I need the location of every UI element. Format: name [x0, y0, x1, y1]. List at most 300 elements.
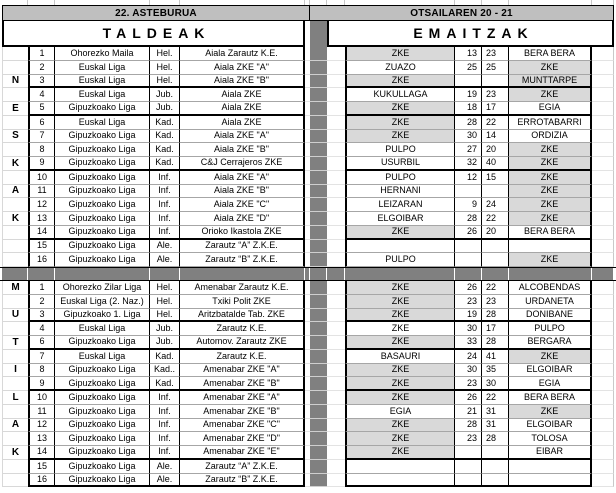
team-cell: Zarautz “B” Z.K.E. [180, 253, 305, 267]
spacer-cell [327, 446, 345, 460]
division-letter-cell [2, 171, 28, 185]
team-cell: Zarautz K.E. [180, 322, 305, 336]
league-cell: Euskal Liga [55, 75, 150, 89]
game-row [0, 253, 616, 267]
separator-cell [327, 268, 345, 280]
home-team-cell: ZKE [345, 226, 455, 240]
league-cell: Gipuzkoako Liga [55, 419, 150, 433]
team-cell: Aiala ZKE "D" [180, 212, 305, 226]
home-team-cell: ELGOIBAR [345, 212, 455, 226]
separator-cell [345, 268, 455, 280]
away-team-cell: ZKE [509, 171, 592, 185]
home-score-cell: 28 [455, 116, 482, 130]
game-row [0, 391, 616, 405]
team-cell: Amenabar Zarautz K.E. [180, 281, 305, 295]
game-row [0, 226, 616, 240]
spacer-cell [327, 75, 345, 89]
league-cell: Gipuzkoako Liga [55, 446, 150, 460]
divider-strip-cell [310, 460, 327, 474]
row-number-cell: 2 [28, 61, 55, 75]
home-team-cell: ZKE [345, 446, 455, 460]
away-team-cell: BERGARA [509, 336, 592, 350]
game-row [0, 212, 616, 226]
away-score-cell: 14 [482, 130, 509, 144]
home-score-cell [455, 240, 482, 254]
spacer-cell [327, 419, 345, 433]
team-cell: Amenabar ZKE "A" [180, 364, 305, 378]
away-score-cell: 41 [482, 350, 509, 364]
spacer-cell [327, 350, 345, 364]
category-cell: Kad. [150, 350, 180, 364]
home-score-cell: 19 [455, 88, 482, 102]
home-team-cell: LEIZARAN [345, 198, 455, 212]
away-score-cell [482, 460, 509, 474]
category-cell: Ale. [150, 240, 180, 254]
spacer-cell [327, 130, 345, 144]
game-row [0, 198, 616, 212]
home-team-cell: ZKE [345, 336, 455, 350]
separator-cell [28, 268, 55, 280]
game-row [0, 143, 616, 157]
spacer-cell [327, 253, 345, 267]
away-team-cell [509, 474, 592, 488]
home-score-cell: 25 [455, 61, 482, 75]
divider-strip-cell [310, 446, 327, 460]
spacer-cell [327, 116, 345, 130]
game-row [0, 281, 616, 295]
away-score-cell: 35 [482, 364, 509, 378]
divider-strip-cell [310, 61, 327, 75]
away-score-cell: 17 [482, 322, 509, 336]
home-team-cell: BASAURI [345, 350, 455, 364]
row-number-cell: 3 [28, 75, 55, 89]
home-score-cell: 9 [455, 198, 482, 212]
home-team-cell: ZKE [345, 419, 455, 433]
away-score-cell [482, 253, 509, 267]
away-score-cell: 23 [482, 47, 509, 61]
away-score-cell [482, 185, 509, 199]
divider-strip-cell [310, 350, 327, 364]
league-cell: Gipuzkoako Liga [55, 253, 150, 267]
away-score-cell: 23 [482, 88, 509, 102]
game-row [0, 295, 616, 309]
team-cell: Aritzbatalde Tab. ZKE [180, 309, 305, 323]
league-cell: Euskal Liga [55, 88, 150, 102]
away-team-cell: URDANETA [509, 295, 592, 309]
row-number-cell: 5 [28, 102, 55, 116]
home-team-cell: PULPO [345, 253, 455, 267]
game-row [0, 116, 616, 130]
home-score-cell: 23 [455, 295, 482, 309]
spacer-cell [327, 432, 345, 446]
game-row [0, 419, 616, 433]
spacer-cell [327, 226, 345, 240]
league-cell: Gipuzkoako Liga [55, 364, 150, 378]
game-row [0, 61, 616, 75]
home-score-cell: 32 [455, 157, 482, 171]
league-cell: Euskal Liga [55, 116, 150, 130]
home-team-cell: USURBIL [345, 157, 455, 171]
separator-cell [150, 268, 180, 280]
category-cell: Inf. [150, 405, 180, 419]
division-letter-cell [2, 61, 28, 75]
away-score-cell: 28 [482, 336, 509, 350]
game-row [0, 377, 616, 391]
away-team-cell: ZKE [509, 350, 592, 364]
game-row [0, 309, 616, 323]
tail-cell [592, 47, 614, 61]
league-cell: Gipuzkoako Liga [55, 185, 150, 199]
league-cell: Ohorezko Zilar Liga [55, 281, 150, 295]
league-cell: Gipuzkoako Liga [55, 226, 150, 240]
category-cell: Hel. [150, 47, 180, 61]
category-cell: Hel. [150, 75, 180, 89]
league-cell: Euskal Liga [55, 350, 150, 364]
division-letter-cell: I [2, 364, 28, 378]
row-number-cell: 3 [28, 309, 55, 323]
category-cell: Jub. [150, 102, 180, 116]
team-cell: Aiala ZKE "B" [180, 75, 305, 89]
division-letter-cell [2, 295, 28, 309]
team-cell: Aiala ZKE "A" [180, 130, 305, 144]
home-score-cell: 23 [455, 432, 482, 446]
game-row [0, 432, 616, 446]
away-team-cell: MUNTTARPE [509, 75, 592, 89]
team-cell: Aiala ZKE "B" [180, 185, 305, 199]
division-letter-cell [2, 88, 28, 102]
away-score-cell: 15 [482, 171, 509, 185]
home-score-cell [455, 474, 482, 488]
division-letter-cell [2, 116, 28, 130]
team-cell: Aiala ZKE "C" [180, 198, 305, 212]
league-cell: Gipuzkoako Liga [55, 171, 150, 185]
separator-cell [509, 268, 592, 280]
tail-cell [592, 322, 614, 336]
away-score-cell: 22 [482, 212, 509, 226]
spacer-cell [327, 88, 345, 102]
row-number-cell: 1 [28, 281, 55, 295]
row-number-cell: 4 [28, 322, 55, 336]
team-cell: Aiala Zarautz K.E. [180, 47, 305, 61]
tail-cell [592, 185, 614, 199]
game-row [0, 130, 616, 144]
away-team-cell: ZKE [509, 212, 592, 226]
division-letter-cell [2, 350, 28, 364]
row-number-cell: 14 [28, 446, 55, 460]
tail-cell [592, 336, 614, 350]
category-cell: Hel. [150, 281, 180, 295]
category-cell: Inf. [150, 212, 180, 226]
category-cell: Inf. [150, 419, 180, 433]
spacer-cell [327, 295, 345, 309]
division-letter-cell: U [2, 309, 28, 323]
category-cell: Inf. [150, 446, 180, 460]
home-score-cell: 24 [455, 350, 482, 364]
division-letter-cell [2, 460, 28, 474]
divider-strip-cell [310, 198, 327, 212]
divider-strip-cell [310, 364, 327, 378]
away-score-cell: 22 [482, 116, 509, 130]
game-row [0, 405, 616, 419]
away-team-cell: ZKE [509, 157, 592, 171]
game-row [0, 88, 616, 102]
row-number-cell: 7 [28, 130, 55, 144]
divider-strip-cell [310, 377, 327, 391]
division-letter-cell [2, 322, 28, 336]
game-row [0, 171, 616, 185]
tail-cell [592, 432, 614, 446]
category-cell: Hel. [150, 309, 180, 323]
away-score-cell: 28 [482, 309, 509, 323]
category-cell: Inf. [150, 391, 180, 405]
row-number-cell: 13 [28, 432, 55, 446]
spacer-cell [327, 364, 345, 378]
home-score-cell: 26 [455, 391, 482, 405]
tail-cell [592, 253, 614, 267]
division-letter-cell: K [2, 157, 28, 171]
team-cell: Zarautz “A” Z.K.E. [180, 460, 305, 474]
away-score-cell: 30 [482, 377, 509, 391]
home-team-cell: ZKE [345, 322, 455, 336]
home-score-cell: 30 [455, 322, 482, 336]
row-number-cell: 9 [28, 377, 55, 391]
game-row [0, 102, 616, 116]
league-cell: Gipuzkoako Liga [55, 405, 150, 419]
division-letter-cell [2, 253, 28, 267]
home-score-cell [455, 460, 482, 474]
tail-cell [592, 171, 614, 185]
division-letter-cell: K [2, 212, 28, 226]
row-number-cell: 12 [28, 198, 55, 212]
away-team-cell: TOLOSA [509, 432, 592, 446]
league-cell: Gipuzkoako Liga [55, 432, 150, 446]
row-number-cell: 15 [28, 240, 55, 254]
home-team-cell [345, 474, 455, 488]
separator-cell [2, 268, 28, 280]
league-cell: Gipuzkoako Liga [55, 143, 150, 157]
row-number-cell: 11 [28, 405, 55, 419]
category-cell: Ale. [150, 474, 180, 488]
spacer-cell [327, 47, 345, 61]
away-team-cell: ZKE [509, 61, 592, 75]
away-team-cell: DONIBANE [509, 309, 592, 323]
league-cell: Gipuzkoako Liga [55, 198, 150, 212]
divider-strip-cell [310, 419, 327, 433]
team-cell: Orioko Ikastola ZKE [180, 226, 305, 240]
girls-block [0, 47, 616, 267]
division-letter-cell [2, 377, 28, 391]
home-team-cell: HERNANI [345, 185, 455, 199]
home-team-cell: ZKE [345, 102, 455, 116]
game-row [0, 47, 616, 61]
away-score-cell: 17 [482, 102, 509, 116]
league-cell: Gipuzkoako Liga [55, 130, 150, 144]
home-team-cell: ZKE [345, 281, 455, 295]
home-score-cell: 33 [455, 336, 482, 350]
away-team-cell [509, 240, 592, 254]
league-cell: Gipuzkoako Liga [55, 102, 150, 116]
home-score-cell: 27 [455, 143, 482, 157]
away-score-cell: 28 [482, 432, 509, 446]
home-team-cell: ZKE [345, 295, 455, 309]
category-cell: Inf. [150, 171, 180, 185]
row-number-cell: 7 [28, 350, 55, 364]
home-team-cell: PULPO [345, 143, 455, 157]
team-cell: Zarautz “B” Z.K.E. [180, 474, 305, 488]
home-team-cell: ZKE [345, 309, 455, 323]
tail-cell [592, 130, 614, 144]
game-row [0, 474, 616, 488]
row-number-cell: 6 [28, 336, 55, 350]
tail-cell [592, 226, 614, 240]
row-number-cell: 8 [28, 143, 55, 157]
category-cell: Kad. [150, 130, 180, 144]
league-cell: Gipuzkoako Liga [55, 240, 150, 254]
home-score-cell: 12 [455, 171, 482, 185]
tail-cell [592, 446, 614, 460]
league-cell: Gipuzkoako Liga [55, 157, 150, 171]
away-team-cell: PULPO [509, 322, 592, 336]
home-score-cell: 21 [455, 405, 482, 419]
league-cell: Euskal Liga [55, 322, 150, 336]
row-number-cell: 2 [28, 295, 55, 309]
league-cell: Euskal Liga [55, 61, 150, 75]
team-cell: Aiala ZKE [180, 102, 305, 116]
home-score-cell: 28 [455, 212, 482, 226]
league-cell: Euskal Liga (2. Naz.) [55, 295, 150, 309]
tail-cell [592, 116, 614, 130]
team-cell: Amenabar ZKE "C" [180, 419, 305, 433]
home-score-cell [455, 75, 482, 89]
division-letter-cell [2, 143, 28, 157]
team-cell: Amenabar ZKE "B" [180, 405, 305, 419]
home-team-cell: ZKE [345, 432, 455, 446]
row-number-cell: 10 [28, 391, 55, 405]
away-score-cell [482, 474, 509, 488]
division-letter-cell: L [2, 391, 28, 405]
spacer-cell [327, 309, 345, 323]
row-number-cell: 12 [28, 419, 55, 433]
dates-header: OTSAILAREN 20 - 21 [310, 5, 614, 21]
tail-cell [592, 212, 614, 226]
divider-strip-cell [310, 336, 327, 350]
away-team-cell: ZKE [509, 88, 592, 102]
game-row [0, 350, 616, 364]
tail-cell [592, 350, 614, 364]
away-score-cell: 25 [482, 61, 509, 75]
division-letter-cell [2, 226, 28, 240]
team-cell: Automov. Zarautz ZKE [180, 336, 305, 350]
divider-strip-cell [310, 130, 327, 144]
team-cell: Aiala ZKE [180, 88, 305, 102]
spacer-cell [327, 474, 345, 488]
row-number-cell: 6 [28, 116, 55, 130]
home-team-cell: ZKE [345, 75, 455, 89]
divider-strip-cell [310, 474, 327, 488]
spacer-cell [327, 157, 345, 171]
league-cell: Gipuzkoako Liga [55, 336, 150, 350]
away-team-cell: BERA BERA [509, 391, 592, 405]
divider-strip-cell [310, 157, 327, 171]
league-cell: Gipuzkoako Liga [55, 474, 150, 488]
divider-strip-cell [310, 75, 327, 89]
home-team-cell: ZKE [345, 391, 455, 405]
week-header: 22. ASTEBURUA [2, 5, 310, 21]
title-row [0, 21, 616, 47]
tail-cell [592, 460, 614, 474]
category-cell: Inf. [150, 226, 180, 240]
league-cell: Gipuzkoako 1. Liga [55, 309, 150, 323]
row-number-cell: 16 [28, 474, 55, 488]
divider-strip-cell [310, 88, 327, 102]
spacer-cell [327, 185, 345, 199]
away-score-cell [482, 75, 509, 89]
teams-title: TALDEAK [2, 21, 305, 47]
division-letter-cell: T [2, 336, 28, 350]
away-team-cell: ZKE [509, 198, 592, 212]
divider-strip-cell [310, 240, 327, 254]
home-team-cell: ZKE [345, 130, 455, 144]
team-cell: Aiala ZKE [180, 116, 305, 130]
separator-band [0, 267, 616, 281]
home-team-cell: KUKULLAGA [345, 88, 455, 102]
separator-cell [55, 268, 150, 280]
category-cell: Jub. [150, 336, 180, 350]
divider-strip-cell [310, 21, 327, 47]
away-score-cell [482, 446, 509, 460]
division-letter-cell: M [2, 281, 28, 295]
header-band [0, 5, 616, 21]
team-cell: Aiala ZKE "B" [180, 143, 305, 157]
separator-cell [482, 268, 509, 280]
team-cell: Amenabar ZKE "A" [180, 391, 305, 405]
home-score-cell [455, 253, 482, 267]
division-letter-cell: S [2, 130, 28, 144]
home-team-cell: ZKE [345, 364, 455, 378]
home-score-cell: 28 [455, 419, 482, 433]
team-cell: Amenabar ZKE "D" [180, 432, 305, 446]
results-title: EMAITZAK [327, 21, 614, 47]
divider-strip-cell [310, 226, 327, 240]
divider-strip-cell [310, 281, 327, 295]
spacer-cell [327, 143, 345, 157]
category-cell: Kad.. [150, 364, 180, 378]
away-team-cell: ZKE [509, 143, 592, 157]
spacer-cell [327, 336, 345, 350]
home-team-cell: PULPO [345, 171, 455, 185]
division-letter-cell: E [2, 102, 28, 116]
tail-cell [592, 61, 614, 75]
away-team-cell: ZKE [509, 405, 592, 419]
away-team-cell: ZKE [509, 185, 592, 199]
category-cell: Hel. [150, 61, 180, 75]
category-cell: Jub. [150, 322, 180, 336]
league-cell: Gipuzkoako Liga [55, 212, 150, 226]
row-number-cell: 14 [28, 226, 55, 240]
category-cell: Kad. [150, 377, 180, 391]
tail-cell [592, 309, 614, 323]
tail-cell [592, 143, 614, 157]
tail-cell [592, 474, 614, 488]
home-score-cell: 26 [455, 281, 482, 295]
division-letter-cell [2, 198, 28, 212]
tail-cell [592, 102, 614, 116]
home-team-cell: ZKE [345, 377, 455, 391]
separator-cell [592, 268, 614, 280]
home-score-cell: 19 [455, 309, 482, 323]
home-team-cell: ZKE [345, 47, 455, 61]
tail-cell [592, 377, 614, 391]
